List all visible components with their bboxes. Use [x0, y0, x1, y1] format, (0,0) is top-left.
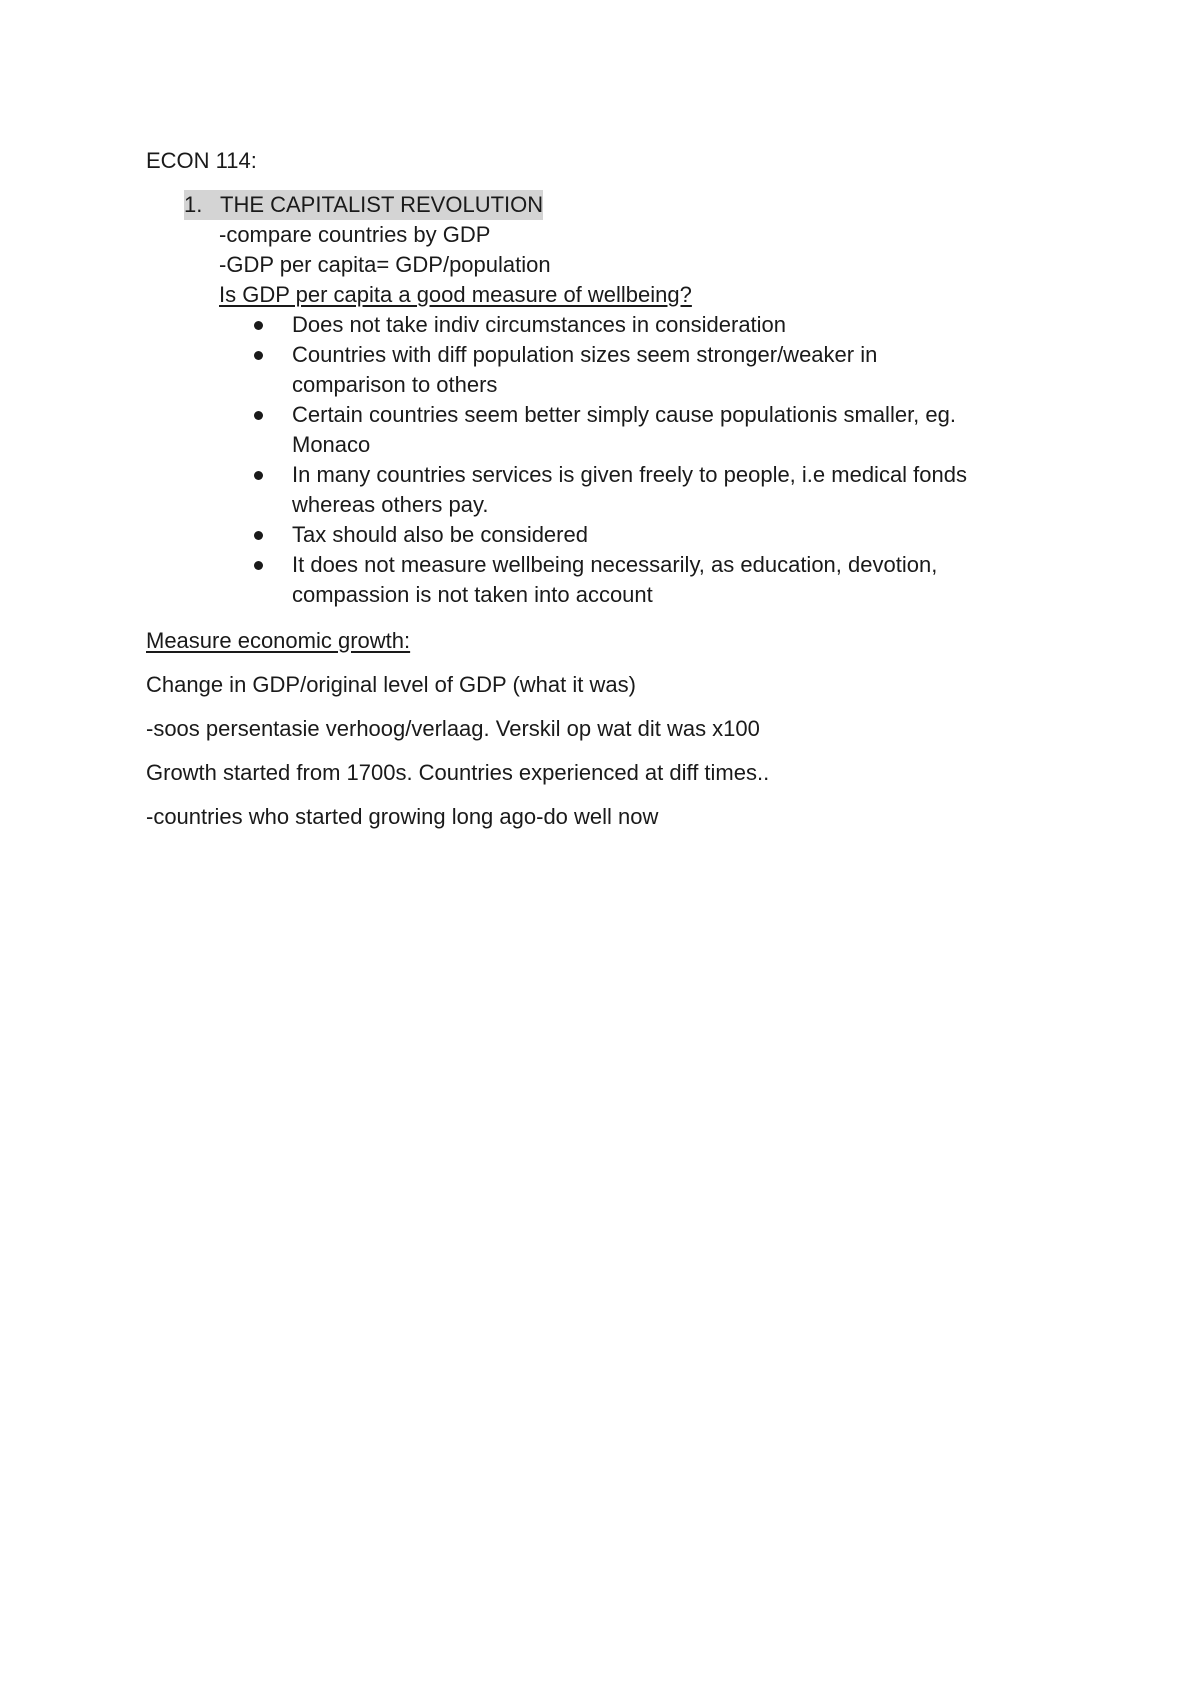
paragraph: -soos persentasie verhoog/verlaag. Verskil op wat dit was x100	[146, 716, 760, 741]
section-title: THE CAPITALIST REVOLUTION	[220, 192, 544, 217]
note-line: -compare countries by GDP	[219, 222, 491, 247]
section-capitalist-revolution	[146, 190, 1066, 610]
paragraph: Change in GDP/original level of GDP (what it was)	[146, 672, 636, 697]
section-title-highlight	[184, 190, 543, 220]
list-item	[219, 400, 992, 460]
list-item	[219, 310, 992, 340]
note-line: -GDP per capita= GDP/population	[219, 252, 551, 277]
bullet-icon	[254, 561, 263, 570]
list-item	[219, 520, 992, 550]
question-heading: Is GDP per capita a good measure of wellbeing?	[219, 282, 692, 307]
list-item-text: Certain countries seem better simply cause populationis smaller, eg. Monaco	[292, 402, 956, 457]
section-heading	[184, 190, 1066, 220]
bullet-icon	[254, 411, 263, 420]
bullet-icon	[254, 321, 263, 330]
section-number: 1.	[184, 192, 203, 217]
document-content	[146, 146, 1066, 832]
list-item-text: It does not measure wellbeing necessarily, as education, devotion, compassion is not taken into account	[292, 552, 938, 607]
list-item	[219, 340, 992, 400]
paragraph: -countries who started growing long ago-do well now	[146, 804, 659, 829]
list-item-text: Countries with diff population sizes seem stronger/weaker in comparison to others	[292, 342, 878, 397]
bullet-list	[219, 310, 1066, 610]
course-title: ECON 114:	[146, 148, 257, 173]
list-item	[219, 460, 992, 520]
bullet-icon	[254, 471, 263, 480]
list-item	[219, 550, 992, 610]
section-body	[219, 220, 1066, 610]
list-item-text: Tax should also be considered	[292, 522, 588, 547]
list-item-text: In many countries services is given freely to people, i.e medical fonds whereas others pay.	[292, 462, 967, 517]
growth-heading: Measure economic growth:	[146, 628, 411, 653]
bullet-icon	[254, 351, 263, 360]
bullet-icon	[254, 531, 263, 540]
list-item-text: Does not take indiv circumstances in consideration	[292, 312, 787, 337]
paragraph: Growth started from 1700s. Countries experienced at diff times..	[146, 760, 770, 785]
